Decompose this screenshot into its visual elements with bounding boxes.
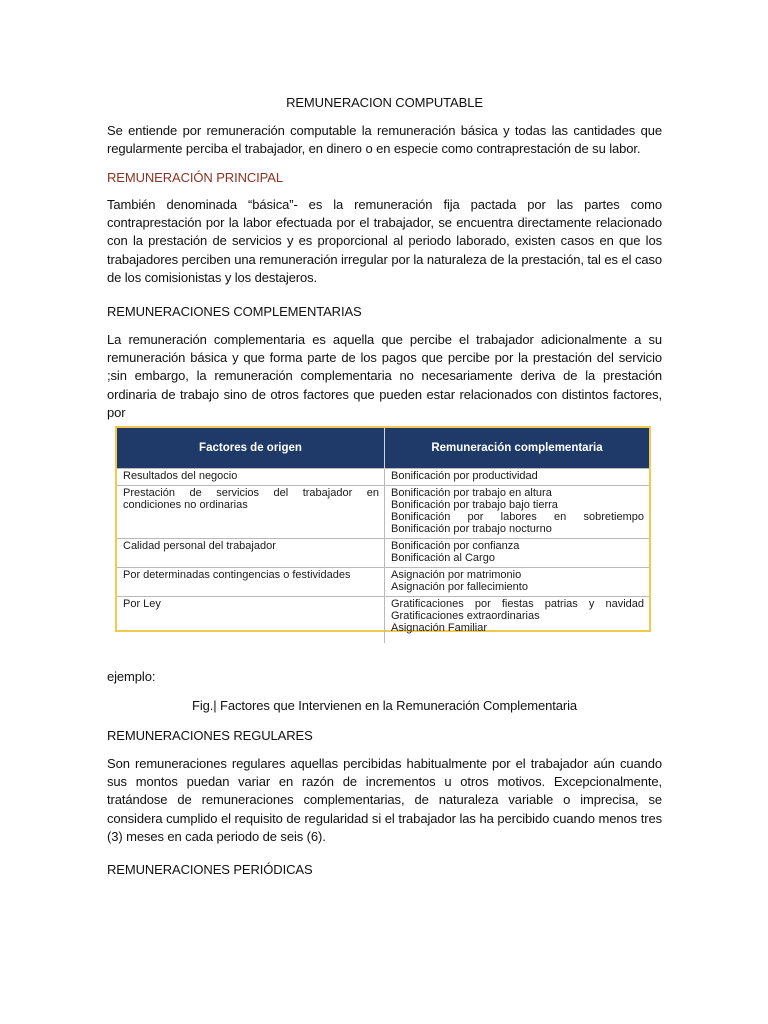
remuneration-item: Gratificaciones por fiestas patrias y navidad [391, 598, 644, 610]
remuneration-cell [385, 597, 650, 644]
factor-cell: Por Ley [117, 597, 385, 644]
principal-paragraph: También denominada “básica”- es la remuneración fija pactada por las partes como contraprestación por la labor efectuada por el trabajador, se encuentra directamente relacionado con la prestación de servicios y es proporcional al periodo laborado, existen casos en que los trabajadores perciben una remuneración irregular por la naturaleza de la prestación, tal es el caso de los comisionistas y los destajeros. [107, 197, 662, 285]
ejemplo-label: ejemplo: [107, 669, 156, 684]
section-heading-periodicas: REMUNERACIONES PERIÓDICAS [107, 862, 313, 877]
remuneration-cell [385, 486, 650, 539]
remuneration-item: Asignación por matrimonio [391, 569, 522, 581]
remuneration-item: Asignación Familiar [391, 622, 487, 634]
remuneration-item: Bonificación por trabajo nocturno [391, 523, 552, 535]
factors-table [117, 428, 649, 643]
remuneration-item: Bonificación por labores en sobretiempo [391, 511, 644, 523]
complementarias-paragraph: La remuneración complementaria es aquella que percibe el trabajador adicionalmente a su remuneración básica y que forma parte de los pagos que percibe por la prestación del servicio ;sin embargo, la remuneración complementaria no necesariamente deriva de la prestación ordinaria de trabajo sino de otros factores que pueden estar relacionados con distintos factores, por [107, 332, 662, 420]
factor-cell: Calidad personal del trabajador [117, 539, 385, 568]
section-heading-complementarias: REMUNERACIONES COMPLEMENTARIAS [107, 304, 362, 319]
remuneration-item: Bonificación por confianza [391, 540, 520, 552]
remuneration-cell [385, 469, 650, 486]
remuneration-item: Bonificación por productividad [391, 470, 538, 482]
section-heading-regulares: REMUNERACIONES REGULARES [107, 728, 313, 743]
table-row [117, 486, 649, 539]
table-header-factors: Factores de origen [117, 428, 385, 469]
remuneration-item: Bonificación por trabajo bajo tierra [391, 499, 558, 511]
remuneration-item: Gratificaciones extraordinarias [391, 610, 540, 622]
remuneration-cell [385, 539, 650, 568]
table-row [117, 469, 649, 486]
table-header-remuneration: Remuneración complementaria [385, 428, 650, 469]
remuneration-cell [385, 568, 650, 597]
table-row [117, 568, 649, 597]
figure-caption: Fig.| Factores que Intervienen en la Remuneración Complementaria [191, 698, 577, 713]
factors-table-figure [115, 426, 651, 632]
intro-paragraph: Se entiende por remuneración computable la remuneración básica y todas las cantidades que regularmente perciba el trabajador, en dinero o en especie como contraprestación de su labor. [107, 123, 662, 157]
table-row [117, 597, 649, 644]
factor-cell: Por determinadas contingencias o festividades [117, 568, 385, 597]
remuneration-item: Asignación por fallecimiento [391, 581, 528, 593]
remuneration-item: Bonificación por trabajo en altura [391, 487, 552, 499]
remuneration-item: Bonificación al Cargo [391, 552, 495, 564]
factor-cell: Resultados del negocio [117, 469, 385, 486]
table-row [117, 539, 649, 568]
factor-cell: Prestación de servicios del trabajador en condiciones no ordinarias [117, 486, 385, 539]
regulares-paragraph: Son remuneraciones regulares aquellas percibidas habitualmente por el trabajador aún cuando sus montos puedan variar en razón de incrementos u otros motivos. Excepcionalmente, tratándose de remuneraciones complementarias, de naturaleza variable o imprecisa, se considera cumplido el requisito de regularidad si el trabajador las ha percibido cuando menos tres (3) meses en cada periodo de seis (6). [107, 756, 662, 844]
page-title: REMUNERACION COMPUTABLE [286, 95, 483, 110]
section-heading-principal: REMUNERACIÓN PRINCIPAL [107, 170, 283, 185]
